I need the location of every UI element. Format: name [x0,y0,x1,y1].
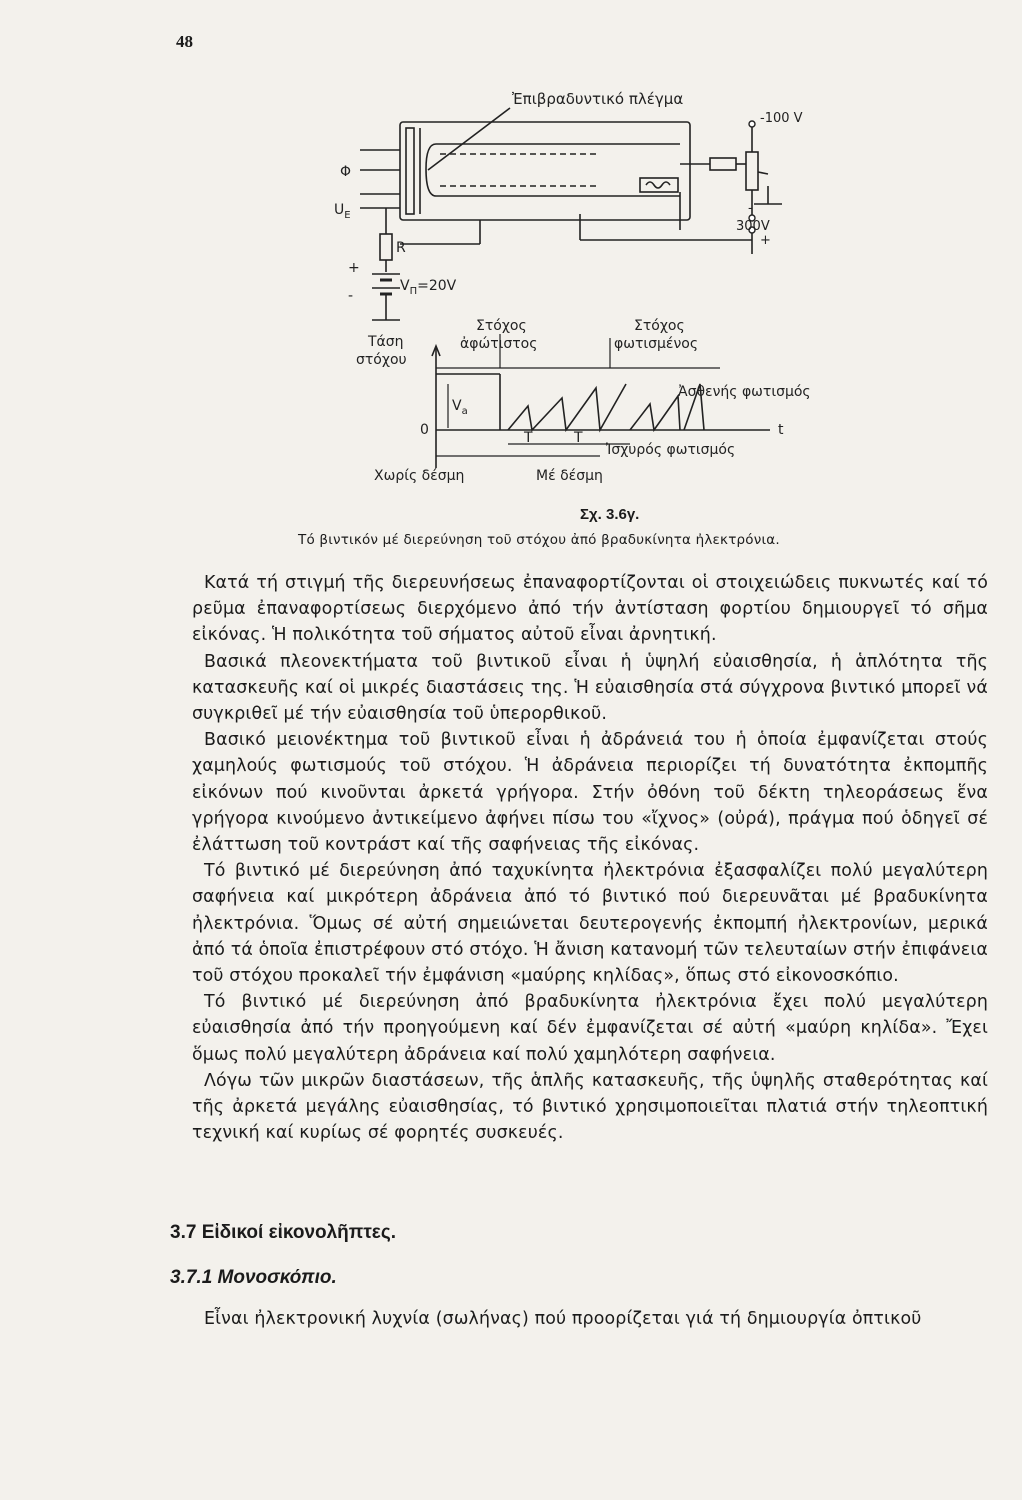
label-period-2: T [574,430,583,446]
figure-number: Σχ. 3.6γ. [580,506,640,523]
paragraph: Κατά τή στιγμή τῆς διερευνήσεως ἐπαναφορτίζονται οἱ στοιχειώδεις πυκνωτές καί τό ρεῦμα ἐπαναφορτίσεως διερχόμενο ἀπό τήν ἀντίσταση φορτίου δημιουργεῖ τό σῆμα εἰκόνας. Ἡ πολικότητα τοῦ σήματος αὐτοῦ εἶναι ἀρνητική. [192,573,988,646]
subsection-heading: 3.7.1 Μονοσκόπιο. [170,1267,337,1288]
label-no-beam: Χωρίς δέσμη [374,468,465,484]
label-r: R [396,240,406,256]
label-vp: $V_\Pi=20V$ [400,278,457,297]
label-300v: 300V [736,219,770,234]
paragraph: Τό βιντικό μέ διερεύνηση ἀπό ταχυκίνητα ἠλεκτρόνια ἐξασφαλίζει πολύ μεγαλύτερη σαφήνεια καί μικρότερη ἀδράνεια ἀπό τό βιντικό πού διερευνᾶται μέ βραδυκίνητα ἠλεκτρόνια. Ὅμως σέ αὐτή σημειώνεται δευτερογενής ἐκπομπή ἠλεκτρονίων, μερικά ἀπό τά ὁποῖα ἐπιστρέφουν στό στόχο. Ἡ ἄνιση κατανομή τῶν τελευταίων στήν ἐπιφάνεια τοῦ στόχου προκαλεῖ τήν ἐμφάνιση «μαύρης κηλίδας», ὅπως στό εἰκονοσκόπιο. [192,861,988,987]
label-period-1: T [524,430,533,446]
load-resistor-R [380,234,392,260]
label-phi: Φ [340,164,352,180]
vidicon-figure [300,84,840,510]
paragraph: Βασικά πλεονεκτήματα τοῦ βιντικοῦ εἶναι ἡ ὑψηλή εὐαισθησία, ἡ ἁπλότητα τῆς κατασκευῆς καί οἱ μικρές διαστάσεις της. Ἡ εὐαισθησία στά σύγχρονα βιντικό μπορεῖ νά συγκριθεῖ μέ τήν εὐαισθησία τοῦ ὑπερορθικοῦ. [192,651,988,725]
label-decelerating-grid: Ἐπιβραδυντικό πλέγμα [512,90,684,108]
label-pot-plus: + [760,233,771,248]
label-target-voltage-1: Τάση [368,334,404,350]
paragraph: Εἶναι ἠλεκτρονική λυχνία (σωλήνας) πού προορίζεται γιά τή δημιουργία ὀπτικοῦ [204,1309,922,1329]
label-pot-minus: - [748,201,753,216]
label-target-dark-1: Στόχος [476,318,527,334]
paragraph: Λόγω τῶν μικρῶν διαστάσεων, τῆς ἁπλῆς κατασκευῆς, τῆς ὑψηλῆς σταθερότητας καί τῆς ἀρκετά μεγάλης εὐαισθησίας, τό βιντικό χρησιμοποιεῖται πλατιά στήν τηλεοπτική τεχνική καί κυρίως σέ φορητές συσκευές. [192,1070,988,1144]
label-ue: $U_E$ [334,202,351,221]
label-va: $V_a$ [452,398,468,417]
label-target-voltage-2: στόχου [356,352,407,368]
cathode [640,178,678,192]
label-zero: 0 [420,422,429,438]
heater-resistor [710,158,736,170]
gun-tube [426,144,680,196]
label-target-lit-2: φωτισμένος [614,336,699,352]
label-plus: + [348,260,360,276]
label-with-beam: Μέ δέσμη [536,468,603,484]
body-text [192,570,988,1146]
figure-caption: Τό βιντικόν μέ διερεύνηση τοῦ στόχου ἀπό βραδυκίνητα ἠλεκτρόνια. [298,532,780,548]
label-target-lit-1: Στόχος [634,318,685,334]
page-number: 48 [176,32,193,51]
label-minus: - [348,288,354,304]
paragraph: Τό βιντικό μέ διερεύνηση ἀπό βραδυκίνητα ἠλεκτρόνια ἔχει πολύ μεγαλύτερη εὐαισθησία ἀπό τήν προηγούμενη καί δέν ἐμφανίζεται σέ αὐτή «μαύρη κηλίδα». Ἔχει ὅμως πολύ μεγαλύτερη ἀδράνεια καί πολύ χαμηλότερη σαφήνεια. [192,992,988,1065]
label-t-axis: t [778,422,784,438]
label-minus-100v: -100 V [760,111,803,126]
section-heading: 3.7 Εἰδικοί εἰκονολῆπτες. [170,1222,396,1243]
label-weak-light: Ἀσθενής φωτισμός [678,384,811,400]
label-target-dark-2: ἀφώτιστος [460,336,538,352]
label-strong-light: Ἰσχυρός φωτισμός [606,442,736,458]
tube-envelope [400,122,690,220]
target-plate [406,128,414,214]
paragraph: Βασικό μειονέκτημα τοῦ βιντικοῦ εἶναι ἡ ἀδράνειά του ἡ ὁποία ἐμφανίζεται στούς χαμηλούς φωτισμούς τοῦ στόχου. Ἡ ἀδράνεια περιορίζει τή δυνατότητα ἐκπομπῆς εἰκόνων πού κινοῦνται ἀρκετά γρήγορα. Στήν ὀθόνη τοῦ δέκτη τηλεοράσεως ἕνα γρήγορα κινούμενο ἀντικείμενο ἀφήνει πίσω του «ἴχνος» (οὐρά), πράγμα πού ὁδηγεῖ σέ ἐλάττωση τοῦ κοντράστ καί τῆς σαφήνειας τῆς εἰκόνας. [192,730,988,856]
potentiometer [746,152,758,190]
